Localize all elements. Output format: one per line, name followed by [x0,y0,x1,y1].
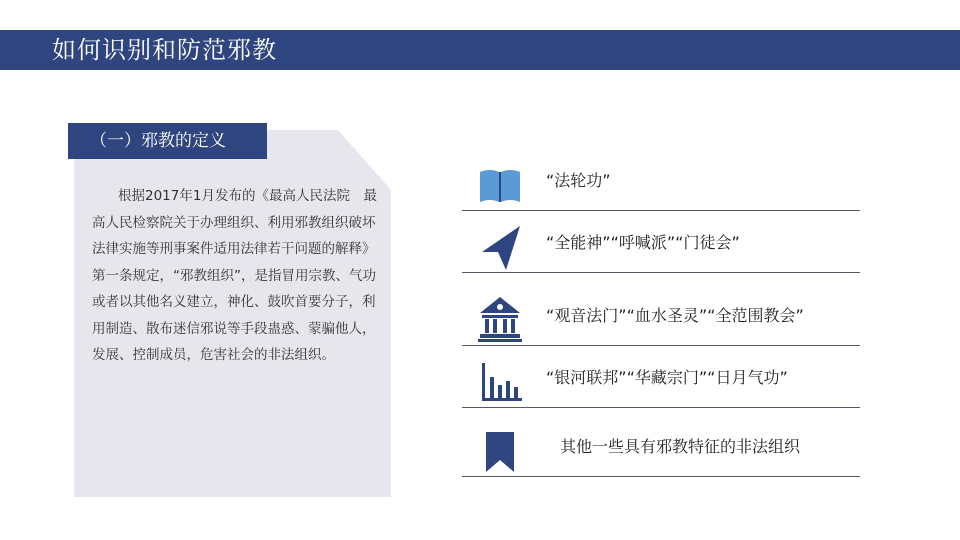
definition-body: 根据2017年1月发布的《最高人民法院 最高人民检察院关于办理组织、利用邪教组织破坏法律实施等刑事案件适用法律若干问题的解释》第一条规定，“邪教组织”，是指冒用宗教、气功或者以其他名义建立，神化、鼓吹首要分子，利用制造、散布迷信邪说等手段蛊惑、蒙骗他人，发展、控制成员，危害社会的非法组织。 [92,188,377,363]
list-item-label: 其他一些具有邪教特征的非法组织 [560,437,801,456]
book-icon [476,160,524,208]
list-item-almighty-god [462,212,860,273]
definition-tab-label: （一）邪教的定义 [90,131,226,151]
page-title: 如何识别和防范邪教 [52,36,277,64]
list-item-label: “观音法门”“血水圣灵”“全范围教会” [546,306,804,325]
bookmark-icon [476,426,524,474]
list-item-label: “银河联邦”“华藏宗门”“日月气功” [546,368,788,387]
list-item-falun-gong [462,150,860,211]
list-item-guanyin [462,285,860,346]
list-item-other [462,416,860,477]
navigation-arrow-icon [476,222,524,270]
title-bar [0,30,960,70]
list-item-label: “全能神”“呼喊派”“门徒会” [546,233,740,252]
bar-chart-icon [476,357,524,405]
list-item-label: “法轮功” [546,171,611,190]
temple-icon [476,295,524,343]
list-item-galactic-federation [462,347,860,408]
definition-tab [68,123,267,159]
